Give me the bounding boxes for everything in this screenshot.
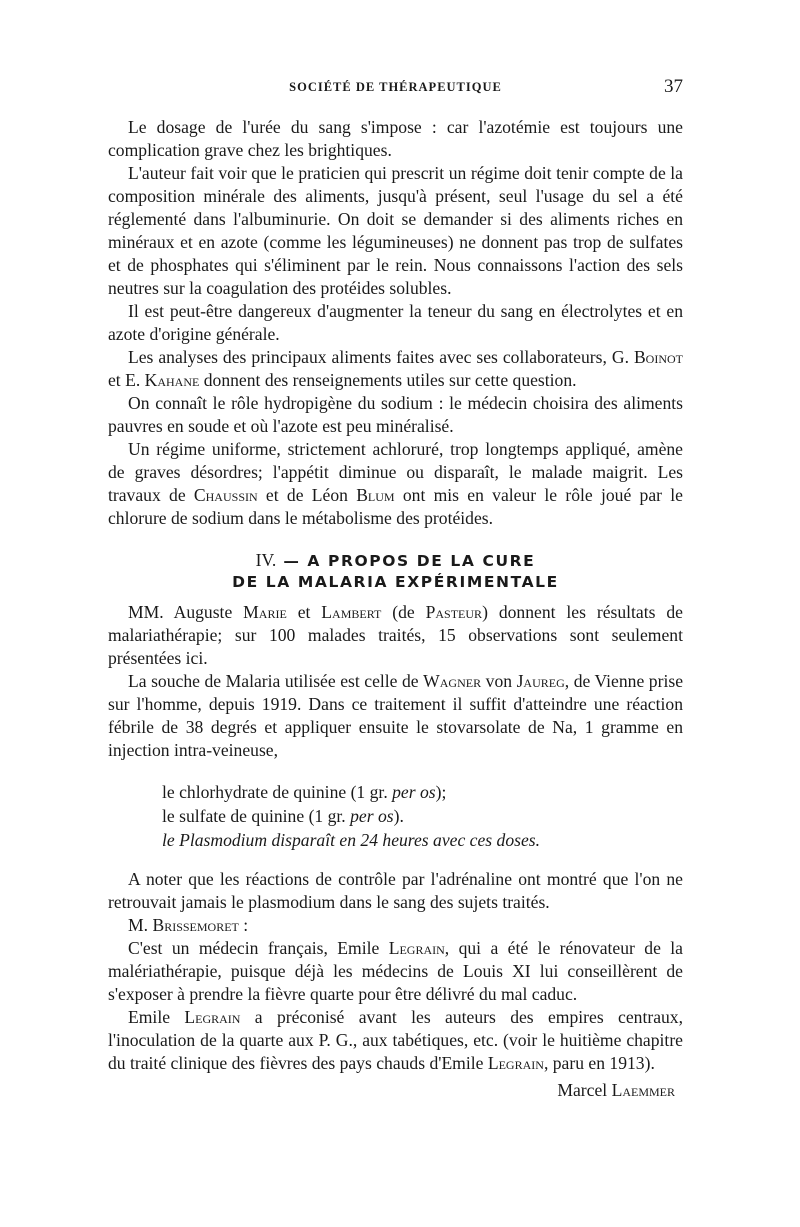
author-name: Legrain [388,938,445,958]
page-body [108,116,683,1102]
text-run: ). [393,806,404,826]
text-run: La souche de Malaria utilisée est celle de [128,671,424,691]
text-run: et [286,602,322,622]
treatment-line [162,780,683,804]
page-header [108,76,683,100]
section-heading-line [108,550,683,572]
section-title-line2: DE LA MALARIA EXPÉRIMENTALE [232,573,559,591]
paragraph: On connaît le rôle hydropigène du sodium : le médecin choisira des aliments pauvres en soude et où l'azote est peu minéralisé. [108,393,683,436]
text-run: MM. Auguste [128,602,244,622]
treatment-result: le Plasmodium disparaît en 24 heures avec ces doses. [162,830,541,850]
author-name: Blum [356,485,395,505]
treatment-line [162,804,683,828]
paragraph: L'auteur fait voir que le praticien qui prescrit un régime doit tenir compte de la composition minérale des aliments, jusqu'à présent, seul l'usage du sel a été réglementé dans l'albuminurie. On doit se demander si des aliments riches en minéraux et en azote (comme les légumineuses) ne donnent pas trop de sulfates et de phosphates qui s'éliminent par le rein. Nous connaissons l'action des sels neutres sur la coagulation des protéides solubles. [108,163,683,298]
author-name: Legrain [184,1007,241,1027]
author-name: Chaussin [193,485,258,505]
text-run: , paru en 1913). [543,1053,655,1073]
paragraph [108,438,683,530]
text-run: et de Léon [257,485,357,505]
text-run: le sulfate de quinine (1 gr. [162,806,351,826]
paragraph: A noter que les réactions de contrôle par l'adrénaline ont montré que l'on ne retrouvait jamais le plasmodium dans le sang des sujets traités. [108,869,683,912]
signature-first-name: Marcel [557,1080,612,1100]
paragraph: Il est peut-être dangereux d'augmenter la teneur du sang en électrolytes et en azote d'origine générale. [108,301,683,344]
author-name: Lambert [321,602,382,622]
text-run: et E. [108,370,145,390]
author-name: Boinot [633,347,683,367]
section-heading [108,550,683,593]
speaker-line [108,914,683,937]
section-title-line1: — A PROPOS DE LA CURE [283,552,536,570]
institution-name: Pasteur [425,602,483,622]
author-name: Marie [243,602,287,622]
text-run: : [238,915,249,935]
paragraph [108,601,683,670]
paragraph [108,346,683,392]
author-name: Legrain [487,1053,544,1073]
author-name: Jaureg [516,671,565,691]
author-name: Kahane [144,370,200,390]
text-run: a préconisé avant les auteurs des empires centraux, l'inoculation de la quarte aux P. G., aux tabétiques, etc. (voir le huitième chapitre du traité clinique des fièvres des pays chauds d'Emile [108,1007,684,1073]
text-run: donnent des renseignements utiles sur cette question. [199,370,577,390]
latin-term: per os [392,782,436,802]
page-number: 37 [664,76,683,97]
text-run: M. [128,915,153,935]
text-run: Emile [128,1007,185,1027]
text-run: ) donnent les résultats de malariathérapie; sur 100 malades traités, 15 observations sont seulement présentées ici. [108,602,683,668]
paragraph [108,1006,683,1075]
text-run: le chlorhydrate de quinine (1 gr. [162,782,393,802]
signature [108,1079,683,1102]
text-run: von [481,671,517,691]
section-number: IV. [255,550,277,570]
paragraph [108,670,683,762]
text-run: Les analyses des principaux aliments faites avec ses collaborateurs, G. [128,347,634,367]
running-head: SOCIÉTÉ DE THÉRAPEUTIQUE [289,80,502,94]
author-name: Wagner [423,671,482,691]
text-run: , qui a été le rénovateur de la malériathérapie, puisque déjà les médecins de Louis XI lui conseillèrent de s'exposer à prendre la fièvre quarte pour être délivré du mal caduc. [108,938,683,1004]
text-run: ); [435,782,447,802]
treatment-list [162,780,683,852]
text-run: , de Vienne prise sur l'homme, depuis 1919. Dans ce traitement il suffit d'atteindre une réaction fébrile de 38 degrés et appliquer ensuite le stovarsolate de Na, 1 gramme en injection intra-veineuse, [108,671,683,760]
paragraph [108,937,683,1006]
speaker-name: Brissemoret [152,915,239,935]
latin-term: per os [350,806,394,826]
signature-last-name: Laemmer [611,1080,675,1100]
text-run: ont mis en valeur le rôle joué par le chlorure de sodium dans le métabolisme des protéides. [108,485,683,528]
text-run: (de [381,602,426,622]
text-run: C'est un médecin français, Emile [128,938,389,958]
text-run: Un régime uniforme, strictement achloruré, trop longtemps appliqué, amène de graves désordres; l'appétit diminue ou disparaît, le malade maigrit. Les travaux de [108,439,683,505]
paragraph: Le dosage de l'urée du sang s'impose : car l'azotémie est toujours une complication grave chez les brightiques. [108,117,683,160]
